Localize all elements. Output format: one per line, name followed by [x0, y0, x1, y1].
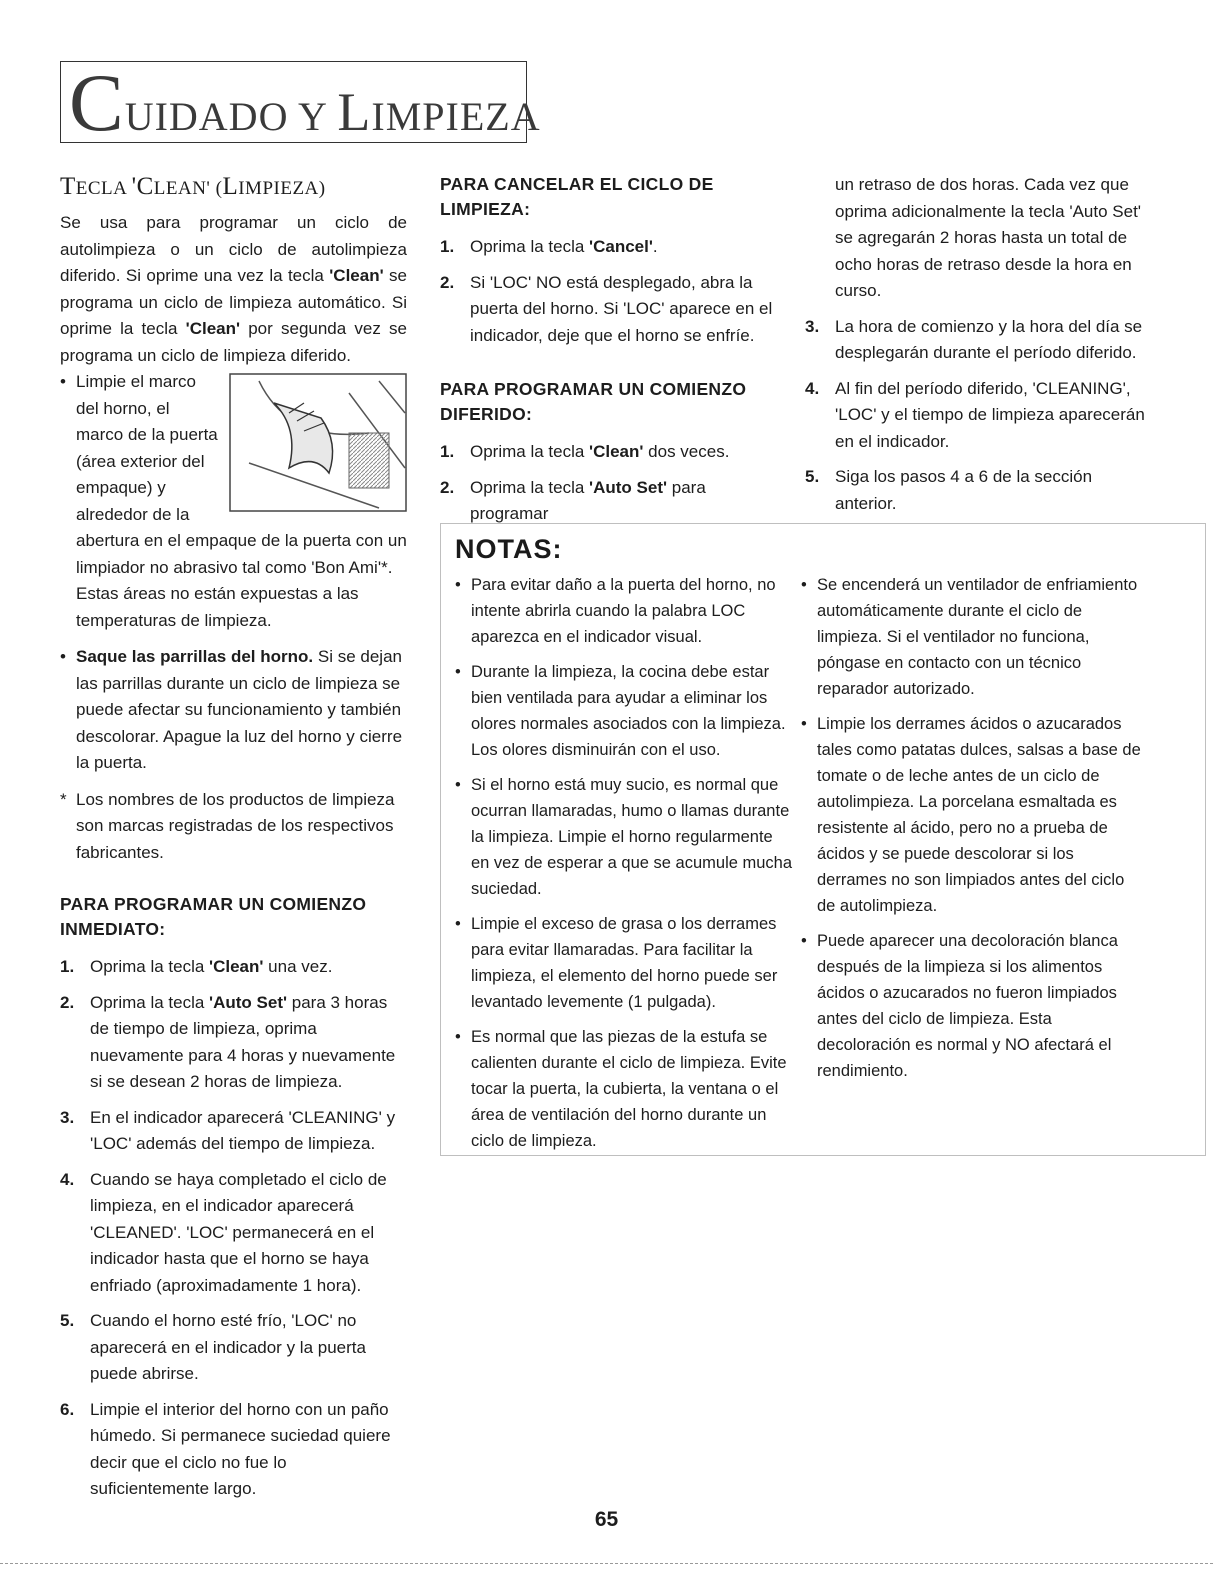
list-item: 1. Oprima la tecla 'Clean' una vez.	[60, 957, 333, 976]
immediate-heading: PARA PROGRAMAR UN COMIENZO INMEDIATO:	[60, 894, 367, 939]
list-item: 1. Oprima la tecla 'Cancel'.	[440, 237, 658, 256]
list-item: • Durante la limpieza, la cocina debe estar bien ventilada para ayudar a eliminar los olores normales asociados con la limpieza. Los olores disminuirán con el uso.	[455, 663, 786, 759]
column-middle	[440, 172, 787, 537]
list-item: • Saque las parrillas del horno. Si se dejan las parrillas durante un ciclo de limpieza se puede afectar su funcionamiento y también descolorar. Apague la luz del horno y cierre la puerta.	[60, 647, 403, 772]
list-item: 5. Cuando el horno esté frío, 'LOC' no aparecerá en el indicador y la puerta puede abrirse.	[60, 1311, 366, 1383]
list-item: • Limpie el marco del horno, el marco de la puerta (área exterior del empaque) y alrededor de la abertura en el empaque de la puerta con un limpiador no abrasivo tal como 'Bon Ami'*. Estas áreas no están expuestas a las temperaturas de limpieza.	[60, 372, 407, 630]
list-item: 3. La hora de comienzo y la hora del día se desplegarán durante el período diferido.	[805, 316, 1143, 362]
list-item: • Se encenderá un ventilador de enfriamiento automáticamente durante el ciclo de limpieza. Si el ventilador no funciona, póngase en contacto con un técnico reparador autorizado.	[801, 576, 1138, 698]
column-left	[60, 172, 407, 1512]
notes-column-right	[801, 572, 1141, 1093]
page-title: CUIDADO Y LIMPIEZA	[69, 57, 541, 148]
list-item: 1. Oprima la tecla 'Clean' dos veces.	[440, 442, 730, 461]
list-item: • Puede aparecer una decoloración blanca después de la limpieza si los alimentos ácidos o azucarados no fueron limpiados antes del ciclo de limpieza. Esta decoloración es normal y NO afectará el rendimiento.	[801, 932, 1118, 1080]
footnote: * Los nombres de los productos de limpieza son marcas registradas de los respectivos fabricantes.	[60, 789, 395, 862]
list-item: • Es normal que las piezas de la estufa se calienten durante el ciclo de limpieza. Evite tocar la puerta, la cubierta, la ventana o el área de ventilación del horno durante un ciclo de limpieza.	[455, 1028, 787, 1150]
section-title: TECLA 'CLEAN' (LIMPIEZA)	[60, 173, 326, 200]
list-item: 4. Al fin del período diferido, 'CLEANING', 'LOC' y el tiempo de limpieza aparecerán en el indicador.	[805, 378, 1145, 451]
list-item: • Si el horno está muy sucio, es normal que ocurran llamaradas, humo o llamas durante la limpieza. Limpie el horno regularmente en vez de esperar a que se acumule mucha suciedad.	[455, 776, 793, 898]
list-item: 4. Cuando se haya completado el ciclo de limpieza, en el indicador aparecerá 'CLEANED'. 'LOC' permanecerá en el indicador hasta que el horno se haya enfriado (aproximadamente 1 hora).	[60, 1169, 387, 1295]
notes-box	[440, 523, 1206, 1156]
notes-title: NOTAS:	[455, 534, 563, 564]
delayed-heading: PARA PROGRAMAR UN COMIENZO DIFERIDO:	[440, 379, 747, 424]
column-right	[805, 172, 1145, 526]
cancel-heading: PARA CANCELAR EL CICLO DE LIMPIEZA:	[440, 174, 714, 219]
page-number: 65	[594, 1508, 619, 1531]
list-item: 2. Oprima la tecla 'Auto Set' para programar	[440, 477, 706, 523]
intro-paragraph: Se usa para programar un ciclo de autolimpieza o un ciclo de autolimpieza diferido. Si oprime una vez la tecla 'Clean' se programa un ciclo de limpieza automático. Si oprime la tecla 'Clean' por segunda vez se programa un ciclo de limpieza diferido.	[60, 213, 407, 365]
page-title-box	[60, 57, 541, 148]
immediate-steps	[60, 954, 407, 1503]
list-item: • Para evitar daño a la puerta del horno, no intente abrirla cuando la palabra LOC aparezca en el indicador visual.	[455, 576, 776, 646]
list-item: 2. Si 'LOC' NO está desplegado, abra la puerta del horno. Si 'LOC' aparece en el indicador, deje que el horno se enfríe.	[440, 272, 773, 345]
list-item: • Limpie el exceso de grasa o los derrames para evitar llamaradas. Para facilitar la limpieza, el elemento del horno puede ser levantado levemente (1 pulgada).	[455, 915, 778, 1011]
list-item: • Limpie los derrames ácidos o azucarados tales como patatas dulces, salsas a base de tomate o de leche antes de un ciclo de autolimpieza. La porcelana esmaltada es resistente al ácido, pero no a prueba de ácidos y se puede descolorar si los derrames no son limpiados antes del ciclo de autolimpieza.	[801, 715, 1141, 915]
bottom-rule	[0, 1563, 1213, 1564]
delayed-continuation: un retraso de dos horas. Cada vez que oprima adicionalmente la tecla 'Auto Set' se agregarán 2 horas hasta un total de ocho horas de retraso desde la hora en curso.	[835, 175, 1142, 300]
list-item: 3. En el indicador aparecerá 'CLEANING' y 'LOC' además del tiempo de limpieza.	[60, 1107, 396, 1153]
notes-column-left	[455, 572, 795, 1163]
list-item: 2. Oprima la tecla 'Auto Set' para 3 horas de tiempo de limpieza, oprima nuevamente para 4 horas y nuevamente si se desean 2 horas de limpieza.	[60, 992, 396, 1091]
list-item: 5. Siga los pasos 4 a 6 de la sección anterior.	[805, 467, 1093, 513]
delayed-steps	[440, 439, 787, 528]
oven-door-illustration	[229, 373, 407, 512]
cancel-steps	[440, 234, 787, 349]
delayed-steps-continued	[805, 314, 1145, 518]
list-item: 6. Limpie el interior del horno con un paño húmedo. Si permanece suciedad quiere decir que el ciclo no fue lo suficientemente largo.	[60, 1399, 391, 1498]
